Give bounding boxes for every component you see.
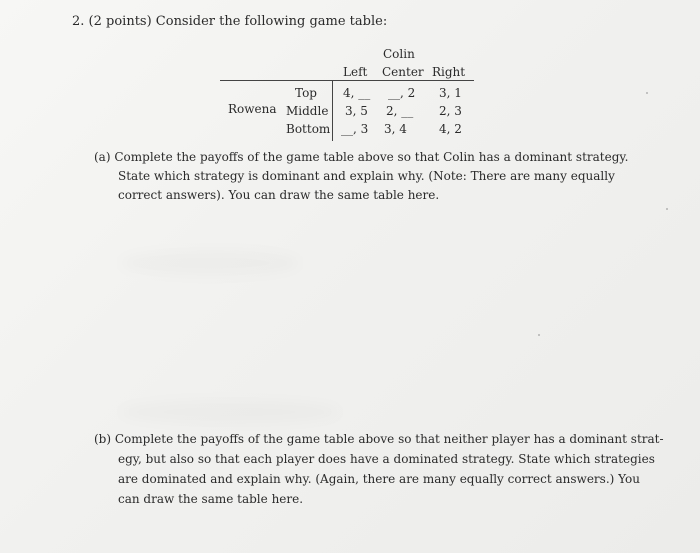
row-header-top: Top [295,86,317,100]
table-cell-top-center: __, 2 [388,86,416,100]
table-cell-middle-right: 2, 3 [439,104,462,118]
part-b-line-2: egy, but also so that each player does have a dominated strategy. State which strategies [118,452,655,466]
speck [646,92,648,94]
table-horizontal-rule [220,80,474,81]
part-b-line-3: are dominated and explain why. (Again, there are many equally correct answers.) You [118,472,640,486]
table-cell-bottom-right: 4, 2 [439,122,462,136]
game-table [220,47,475,144]
column-header-center: Center [382,65,424,79]
column-header-left: Left [343,65,368,79]
speck [538,334,540,336]
question-title: 2. (2 points) Consider the following game table: [72,14,388,29]
column-header-right: Right [432,65,466,79]
part-b-line-4: can draw the same table here. [118,492,304,506]
part-a-line-2: State which strategy is dominant and explain why. (Note: There are many equally [118,169,615,183]
speck [666,208,668,210]
table-cell-top-right: 3, 1 [439,86,462,100]
part-a-line-1: Complete the payoffs of the game table above so that Colin has a dominant strategy. [114,150,629,164]
table-cell-middle-left: 3, 5 [345,104,368,118]
table-cell-top-left: 4, __ [343,86,371,100]
table-vertical-rule [332,81,333,141]
column-player-label: Colin [383,47,415,61]
part-a-label: (a) [94,150,111,164]
row-header-bottom: Bottom [286,122,331,136]
faint-text-smudge [120,400,340,424]
faint-text-smudge [120,250,300,276]
part-b-label: (b) [94,432,112,446]
row-header-middle: Middle [286,104,329,118]
part-a-line-3: correct answers). You can draw the same table here. [118,188,440,202]
table-cell-bottom-center: 3, 4 [384,122,407,136]
part-b-line-1: Complete the payoffs of the game table above so that neither player has a dominant strat- [114,432,664,446]
table-cell-bottom-left: __, 3 [341,122,369,136]
row-player-label: Rowena [228,102,277,116]
table-cell-middle-center: 2, __ [386,104,414,118]
